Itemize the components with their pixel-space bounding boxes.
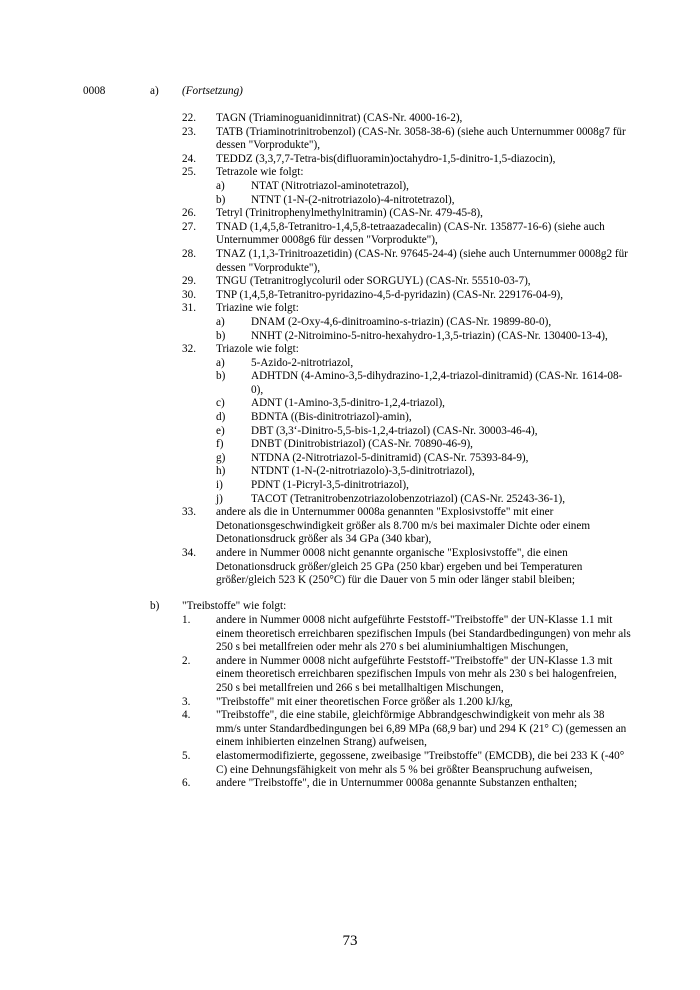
- section-b-title: "Treibstoffe" wie folgt:: [182, 600, 287, 612]
- sub-item-letter: b): [216, 193, 226, 206]
- sub-item-text: ADNT (1-Amino-3,5-dinitro-1,2,4-triazol),: [251, 397, 445, 410]
- item-number: 5.: [182, 749, 191, 762]
- item-text: "Treibstoffe" mit einer theoretischen Force größer als 1.200 kJ/kg,: [216, 695, 513, 708]
- list-item: [182, 126, 632, 153]
- sub-item-text: TACOT (Tetranitrobenzotriazolobenzotriazol) (CAS-Nr. 25243-36-1),: [251, 492, 566, 505]
- list-item: [182, 275, 632, 289]
- item-number: 3.: [182, 695, 191, 708]
- sub-item: [216, 397, 632, 411]
- sub-item-letter: g): [216, 451, 226, 464]
- item-text: TEDDZ (3,3,7,7-Tetra-bis(difluoramin)octahydro-1,5-dinitro-1,5-diazocin),: [216, 152, 556, 165]
- sub-item-letter: f): [216, 438, 224, 451]
- item-text: Triazole wie folgt:: [216, 343, 299, 356]
- sub-item: [216, 330, 632, 344]
- list-item: [182, 547, 632, 588]
- list-item: [182, 248, 632, 275]
- sub-item-text: NTNT (1-N-(2-nitrotriazolo)-4-nitrotetrazol),: [251, 193, 455, 206]
- list-item: [182, 506, 632, 547]
- list-item: [182, 112, 632, 126]
- list-item: [182, 221, 632, 248]
- section-b-letter: b): [150, 600, 160, 612]
- item-text: TNGU (Tetranitroglycoluril oder SORGUYL) (CAS-Nr. 55510-03-7),: [216, 275, 531, 288]
- subsection-letter: a): [150, 85, 159, 97]
- item-number: 33.: [182, 506, 196, 519]
- item-number: 23.: [182, 125, 196, 138]
- item-number: 28.: [182, 247, 196, 260]
- item-number: 29.: [182, 275, 196, 288]
- item-text: TNP (1,4,5,8-Tetranitro-pyridazino-4,5-d-pyridazin) (CAS-Nr. 229176-04-9),: [216, 288, 564, 301]
- section-a-list: [182, 112, 632, 588]
- item-text: TATB (Triaminotrinitrobenzol) (CAS-Nr. 3058-38-6) (siehe auch Unternummer 0008g7 für dessen "Vorprodukte"),: [216, 125, 626, 152]
- section-number: 0008: [83, 85, 106, 97]
- item-text: andere in Nummer 0008 nicht aufgeführte Feststoff-"Treibstoffe" der UN-Klasse 1.1 mit einem theoretisch erreichbaren spezifischen Impuls (bei Standardbedingungen) von mehr als 250 s bei metallfreien oder mehr als 270 s bei aluminiumhaltigen Mischungen,: [216, 614, 631, 654]
- item-number: 24.: [182, 152, 196, 165]
- sub-item: [216, 425, 632, 439]
- sub-item-text: 5-Azido-2-nitrotriazol,: [251, 356, 354, 369]
- item-text: andere "Treibstoffe", die in Unternummer 0008a genannte Substanzen enthalten;: [216, 777, 578, 790]
- list-item: [182, 207, 632, 221]
- sub-item-letter: a): [216, 315, 225, 328]
- continuation-note: (Fortsetzung): [182, 85, 243, 97]
- sub-item-letter: a): [216, 179, 225, 192]
- sub-item-text: BDNTA ((Bis-dinitrotriazol)-amin),: [251, 411, 412, 424]
- section-b-list: [182, 614, 632, 791]
- item-number: 30.: [182, 288, 196, 301]
- sub-item: [216, 452, 632, 466]
- sub-item-text: DNAM (2-Oxy-4,6-dinitroamino-s-triazin) (CAS-Nr. 19899-80-0),: [251, 315, 552, 328]
- item-text: andere als die in Unternummer 0008a genannten "Explosivstoffe" mit einer Detonationsgeschwindigkeit größer als 8.700 m/s bei maximaler Dichte oder einem Detonationsdruck größer als 34 GPa (340 kbar),: [216, 506, 591, 546]
- sub-item: [216, 194, 632, 208]
- list-item: [182, 153, 632, 167]
- sub-item: [216, 479, 632, 493]
- list-item: [182, 750, 632, 777]
- sub-item-letter: c): [216, 397, 225, 410]
- item-number: 27.: [182, 220, 196, 233]
- page-number: 73: [342, 933, 358, 949]
- item-number: 6.: [182, 777, 191, 790]
- sub-item-text: NTDNA (2-Nitrotriazol-5-dinitramid) (CAS-Nr. 75393-84-9),: [251, 451, 529, 464]
- item-number: 4.: [182, 709, 191, 722]
- sub-item-text: NTDNT (1-N-(2-nitrotriazolo)-3,5-dinitrotriazol),: [251, 465, 475, 478]
- item-text: Tetryl (Trinitrophenylmethylnitramin) (CAS-Nr. 479-45-8),: [216, 207, 483, 220]
- list-item: [182, 302, 632, 343]
- sub-item: [216, 357, 632, 371]
- item-text: andere in Nummer 0008 nicht aufgeführte Feststoff-"Treibstoffe" der UN-Klasse 1.3 mit einem theoretisch erreichbaren spezifischen Impuls von mehr als 230 s bei halogenfreien, 250 s bei metallfreien und 266 s bei metallhaltigen Mischungen,: [216, 654, 617, 694]
- item-number: 1.: [182, 614, 191, 626]
- list-item: [182, 614, 632, 655]
- item-text: TAGN (Triaminoguanidinnitrat) (CAS-Nr. 4000-16-2),: [216, 112, 463, 124]
- sub-item: [216, 411, 632, 425]
- sub-item: [216, 438, 632, 452]
- sub-item: [216, 493, 632, 507]
- sub-item-text: DNBT (Dinitrobistriazol) (CAS-Nr. 70890-46-9),: [251, 438, 473, 451]
- item-number: 25.: [182, 166, 196, 179]
- sub-item-letter: b): [216, 329, 226, 342]
- item-text: andere in Nummer 0008 nicht genannte organische "Explosivstoffe", die einen Detonationsdruck größer/gleich 25 GPa (250 kbar) ergeben und bei Temperaturen größer/gleich 523 K (250°C) für die Dauer von 5 min oder länger stabil bleiben;: [216, 547, 583, 587]
- list-item: [182, 343, 632, 506]
- sub-item: [216, 370, 632, 397]
- sub-item-text: NTAT (Nitrotriazol-aminotetrazol),: [251, 179, 409, 192]
- list-item: [182, 166, 632, 207]
- sub-item-letter: a): [216, 356, 225, 369]
- sub-item: [216, 180, 632, 194]
- item-text: Triazine wie folgt:: [216, 302, 299, 315]
- item-number: 32.: [182, 343, 196, 356]
- list-item: [182, 655, 632, 696]
- sub-item-letter: j): [216, 492, 223, 505]
- sub-item-letter: e): [216, 424, 225, 437]
- item-text: TNAZ (1,1,3-Trinitroazetidin) (CAS-Nr. 97645-24-4) (siehe auch Unternummer 0008g2 für dessen "Vorprodukte"),: [216, 247, 628, 274]
- list-item: [182, 696, 632, 710]
- item-text: "Treibstoffe", die eine stabile, gleichförmige Abbrandgeschwindigkeit von mehr als 38 mm/s unter Standardbedingungen bei 6,89 MPa (68,9 bar) und 294 K (21° C) (gemessen an einem inhibierten einzelnen Strang) aufweisen,: [216, 709, 627, 749]
- item-number: 2.: [182, 654, 191, 667]
- list-item: [182, 777, 632, 791]
- sub-item-letter: b): [216, 370, 226, 383]
- list-item: [182, 709, 632, 750]
- sub-item: [216, 316, 632, 330]
- sub-item-letter: d): [216, 411, 226, 424]
- list-item: [182, 289, 632, 303]
- item-text: TNAD (1,4,5,8-Tetranitro-1,4,5,8-tetraazadecalin) (CAS-Nr. 135877-16-6) (siehe auch Unternummer 0008g6 für dessen "Vorprodukte"),: [216, 220, 605, 247]
- item-number: 26.: [182, 207, 196, 220]
- sub-item-letter: i): [216, 479, 223, 492]
- sub-item-letter: h): [216, 465, 226, 478]
- sub-item: [216, 465, 632, 479]
- item-text: elastomermodifizierte, gegossene, zweibasige "Treibstoffe" (EMCDB), die bei 233 K (-40° C) eine Dehnungsfähigkeit von mehr als 5 % bei größter Beanspruchung aufweisen,: [216, 749, 625, 776]
- item-number: 34.: [182, 547, 196, 559]
- item-number: 31.: [182, 302, 196, 315]
- sub-item-text: PDNT (1-Picryl-3,5-dinitrotriazol),: [251, 479, 409, 492]
- item-text: Tetrazole wie folgt:: [216, 166, 304, 179]
- sub-item-text: ADHTDN (4-Amino-3,5-dihydrazino-1,2,4-triazol-dinitramid) (CAS-Nr. 1614-08-0),: [251, 370, 623, 396]
- sub-item-text: DBT (3,3‘-Dinitro-5,5-bis-1,2,4-triazol) (CAS-Nr. 30003-46-4),: [251, 424, 538, 437]
- item-number: 22.: [182, 112, 196, 124]
- sub-item-text: NNHT (2-Nitroimino-5-nitro-hexahydro-1,3,5-triazin) (CAS-Nr. 130400-13-4),: [251, 329, 608, 342]
